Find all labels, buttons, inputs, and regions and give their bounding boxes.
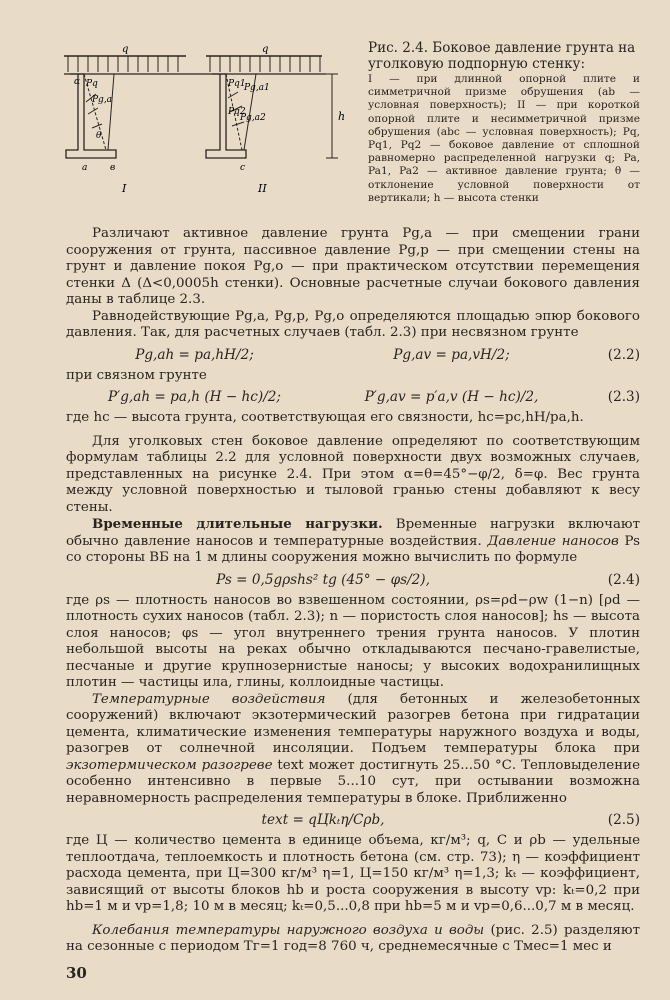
fig-label-roman-2: II (258, 182, 267, 195)
paragraph-6-tail: Ps со стороны ВБ на 1 м длины сооружения можно вычислить по формуле (66, 533, 641, 565)
fig-label-roman-1: I (122, 182, 127, 195)
fig-label-pga2: Pg,a2 (240, 113, 266, 123)
fig-label-h: h (338, 110, 346, 123)
paragraph-6-body: Временные нагрузки включают обычно давление наносов и температурные воздействия. (66, 517, 640, 549)
equation-2-5-number: (2.5) (607, 812, 640, 828)
paragraph-8-a: (для бетонных и железобетонных сооружений) включают экзотермический разогрев бетона при гидратации цемента, климатические изменения температуры наружного воздуха и воды, разогрев от солнечной инсоляции. Подъем температуры блока при (66, 691, 641, 756)
paragraph-10-body: (рис. 2.5) разделяют на сезонные с периодом Tг=1 год=8 760 ч, среднемесячные с Tмес=1 мес и (66, 922, 640, 954)
retaining-wall-figure (56, 42, 356, 202)
caption-body: I — при длинной опорной плите и симметричной призме обрушения (ab — условная поверхность); II — при короткой опорной плите и несимметричной призме обрушения (abc — условная поверхность); Pq, Pq1, Pq2 — боковое давление от сплошной равномерно распределенной нагрузки q; Pa, Pa1, Pa2 — активное давление грунта; θ — отклонение условной поверхности от вертикали; h — высота стенки (368, 73, 640, 204)
fig-label-b: в (110, 163, 116, 173)
main-text (66, 226, 640, 956)
paragraph-5: Для уголковых стен боковое давление определяют по соответствующим формулам таблицы 2.2 для условной поверхности двух возможных случаев, представленных на рисунке 2.4. При этом α=θ=45°−φ/2, δ=φ. Вес грунта между условной поверхностью и тыловой гранью стены добавляют к весу стены. (66, 433, 640, 515)
paragraph-6-italic: Давление наносов (487, 533, 619, 549)
fig-label-pq: Pq (86, 79, 98, 89)
equation-2-2-number: (2.2) (607, 346, 640, 363)
equation-2-4 (66, 571, 640, 589)
equation-2-4-number: (2.4) (607, 571, 640, 588)
fig-label-alpha: α (74, 77, 81, 87)
equation-2-3-a: P′g,ah = pa,h (H − hc)/2; (107, 389, 282, 405)
equation-2-3-b: P′g,av = p′a,v (H − hc)/2, (364, 389, 539, 405)
equation-2-5-formula: text = qЦkₜη/Cρb, (261, 812, 385, 828)
paragraph-8 (66, 692, 640, 808)
fig-label-c: c (240, 163, 246, 173)
paragraph-8-italic-2: экзотермическом разогреве (66, 757, 273, 773)
caption-title: Рис. 2.4. Боковое давление грунта на уголковую подпорную стенку: (368, 40, 636, 72)
fig-label-a: a (82, 163, 88, 173)
fig-label-q-right: q (262, 44, 269, 55)
equation-2-2-a: Pg,ah = pa,hH/2; (135, 346, 254, 363)
fig-label-pga1: Pg,a1 (244, 83, 270, 93)
paragraph-8-b: text может достигнуть 25...50 °С. Тепловыделение особенно интенсивно в первые 5...10 сут, при остывании возможна неравномерность распределения температуры в блоке. Приближенно (66, 757, 640, 806)
equation-2-3-number: (2.3) (607, 389, 640, 405)
fig-label-theta: θ (96, 131, 102, 141)
fig-label-q-left: q (122, 44, 129, 55)
paragraph-2: Равнодействующие Pg,a, Pg,p, Pg,o определяются площадью эпюр бокового давления. Так, для расчетных случаев (табл. 2.3) при несвязном грунте (66, 308, 640, 340)
paragraph-1: Различают активное давление грунта Pg,a — при смещении грани сооружения от грунта, пассивное давление Pg,p — при смещении стены на грунт и давление покоя Pg,o — при практическом отсутствии перемещения стенки Δ (Δ<0,0005h стенки). Основные расчетные случаи бокового давления даны в таблице 2.3. (66, 226, 640, 307)
paragraph-10 (66, 923, 640, 956)
paragraph-6-heading: Временные длительные нагрузки. (92, 516, 383, 532)
paragraph-7: где ρs — плотность наносов во взвешенном состоянии, ρs=ρd−ρw (1−n) [ρd — плотность сухих наносов (табл. 2.3); n — пористость слоя наносов]; hs — высота слоя наносов; φs — угол внутреннего трения грунта наносов. У плотин небольшой высоты на реках обычно откладываются песчано-гравелистые, песчаные и другие крупнозернистые наносы; у высоких водохранилищных плотин — частицы ила, глины, коллоидные частицы. (66, 592, 640, 690)
fig-label-pq1: Pq1 (228, 79, 246, 89)
equation-2-3 (66, 388, 640, 406)
paragraph-4: где hc — высота грунта, соответствующая его связности, hc=pc,hH/pa,h. (66, 410, 584, 425)
equation-2-2-b: Pg,av = pa,vH/2; (393, 346, 510, 363)
equation-2-2 (66, 346, 640, 364)
page-number: 30 (66, 964, 87, 982)
figure-caption (368, 40, 640, 205)
fig-label-pga: Pg,a (92, 95, 113, 105)
paragraph-6 (66, 516, 640, 567)
equation-2-4-formula: Ps = 0,5gρshs² tg (45° − φs/2), (216, 571, 430, 588)
paragraph-3: при связном грунте (66, 367, 207, 383)
fig-label-pq2: Pq2 (228, 107, 246, 117)
equation-2-5 (66, 811, 640, 829)
paragraph-10-italic: Колебания температуры наружного воздуха и воды (92, 922, 485, 938)
paragraph-9: где Ц — количество цемента в единице объема, кг/м³; q, C и ρb — удельные теплоотдача, теплоемкость и плотность бетона (см. стр. 73); η — коэффициент расхода цемента, при Ц=300 кг/м³ η=1, Ц=150 кг/м³ η=1,3; kₜ — коэффициент, зависящий от высоты блоков hb и роста сооружения в высоту vp: kₜ=0,2 при hb=1 м и vp=1,8; 10 м в месяц; kₜ=0,5...0,8 при hb=5 м и vp=0,6...0,7 м в месяц. (66, 833, 640, 914)
paragraph-8-italic: Температурные воздействия (92, 691, 326, 707)
